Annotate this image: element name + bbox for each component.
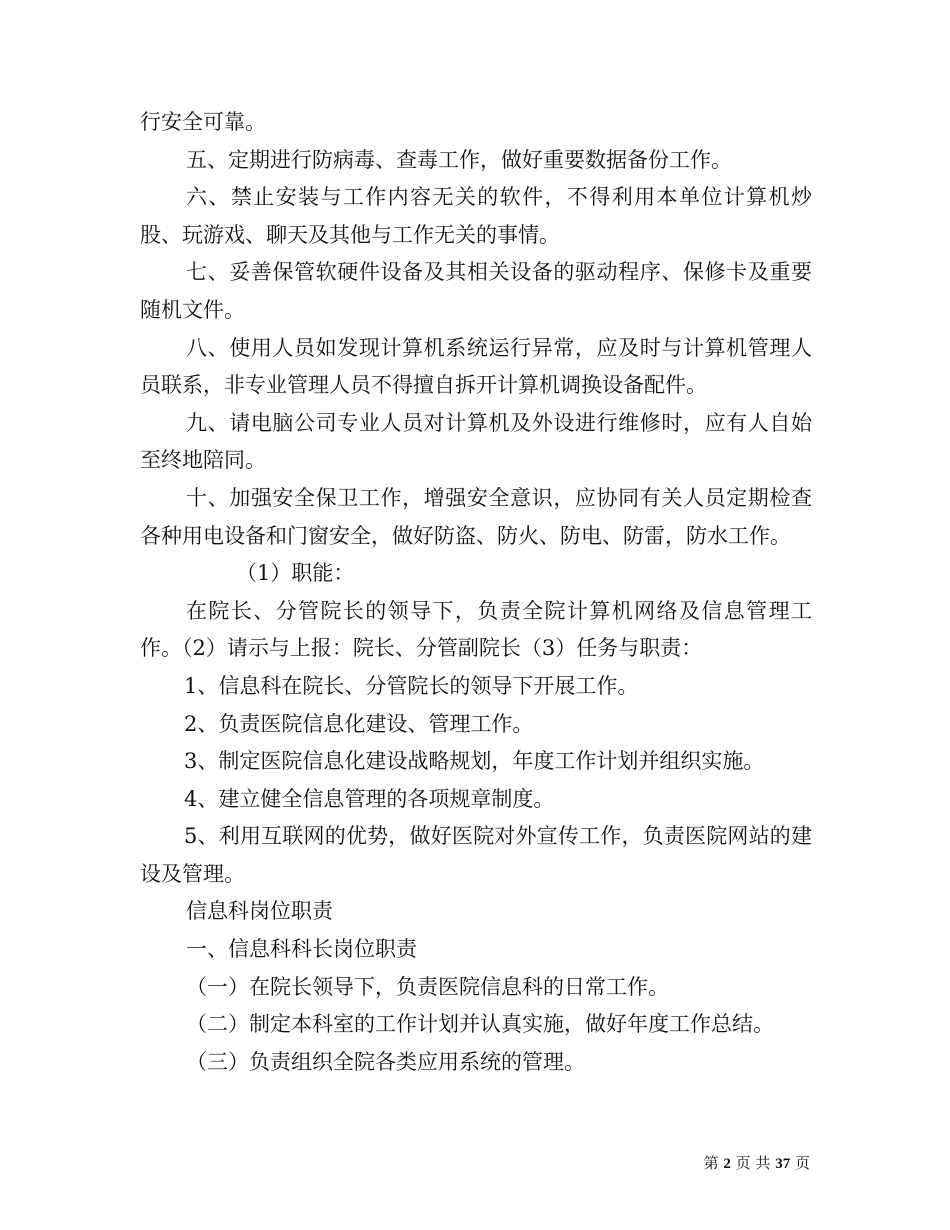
footer-page-number: 2	[723, 1156, 731, 1172]
paragraph-duty-5: 5、利用互联网的优势，做好医院对外宣传工作，负责医院网站的建设及管理。	[140, 824, 812, 886]
paragraph-duty-4: 4、建立健全信息管理的各项规章制度。	[184, 786, 555, 811]
paragraph-continuation: 行安全可靠。	[140, 110, 266, 134]
footer-suffix: 页	[794, 1154, 810, 1172]
paragraph-item-5: 五、定期进行防病毒、查毒工作，做好重要数据备份工作。	[186, 147, 732, 172]
paragraph-chief-duty-1: （一）在院长领导下，负责医院信息科的日常工作。	[186, 974, 669, 999]
paragraph-chief-duty-3: （三）负责组织全院各类应用系统的管理。	[186, 1049, 585, 1074]
paragraph-item-9: 九、请电脑公司专业人员对计算机及外设进行维修时，应有人自始至终地陪同。	[140, 410, 812, 473]
paragraph-function-heading: （1）职能：	[236, 561, 355, 586]
section-title: 信息科岗位职责	[186, 899, 333, 924]
footer-prefix: 第	[703, 1154, 719, 1172]
paragraph-duty-2: 2、负责医院信息化建设、管理工作。	[184, 711, 534, 736]
paragraph-duty-3: 3、制定医院信息化建设战略规划，年度工作计划并组织实施。	[184, 749, 765, 774]
footer-middle: 页 共	[735, 1154, 771, 1172]
subsection-title: 一、信息科科长岗位职责	[186, 937, 417, 962]
paragraph-item-10: 十、加强安全保卫工作，增强安全意识，应协同有关人员定期检查各种用电设备和门窗安全，做好防盗、防火、防电、防雷，防水工作。	[140, 485, 812, 548]
paragraph-chief-duty-2: （二）制定本科室的工作计划并认真实施，做好年度工作总结。	[186, 1012, 774, 1037]
document-body	[140, 104, 812, 1081]
footer-total-pages: 37	[775, 1156, 791, 1172]
page-footer	[704, 1152, 810, 1173]
paragraph-item-8: 八、使用人员如发现计算机系统运行异常，应及时与计算机管理人员联系，非专业管理人员不得擅自拆开计算机调换设备配件。	[140, 335, 812, 398]
paragraph-function-text: 在院长、分管院长的领导下，负责全院计算机网络及信息管理工作。（2）请示与上报：院长、分管副院长（3）任务与职责：	[140, 598, 812, 661]
paragraph-duty-1: 1、信息科在院长、分管院长的领导下开展工作。	[184, 673, 639, 698]
paragraph-item-6: 六、禁止安装与工作内容无关的软件，不得利用本单位计算机炒股、玩游戏、聊天及其他与工作无关的事情。	[140, 185, 812, 247]
paragraph-item-7: 七、妥善保管软硬件设备及其相关设备的驱动程序、保修卡及重要随机文件。	[140, 260, 812, 322]
